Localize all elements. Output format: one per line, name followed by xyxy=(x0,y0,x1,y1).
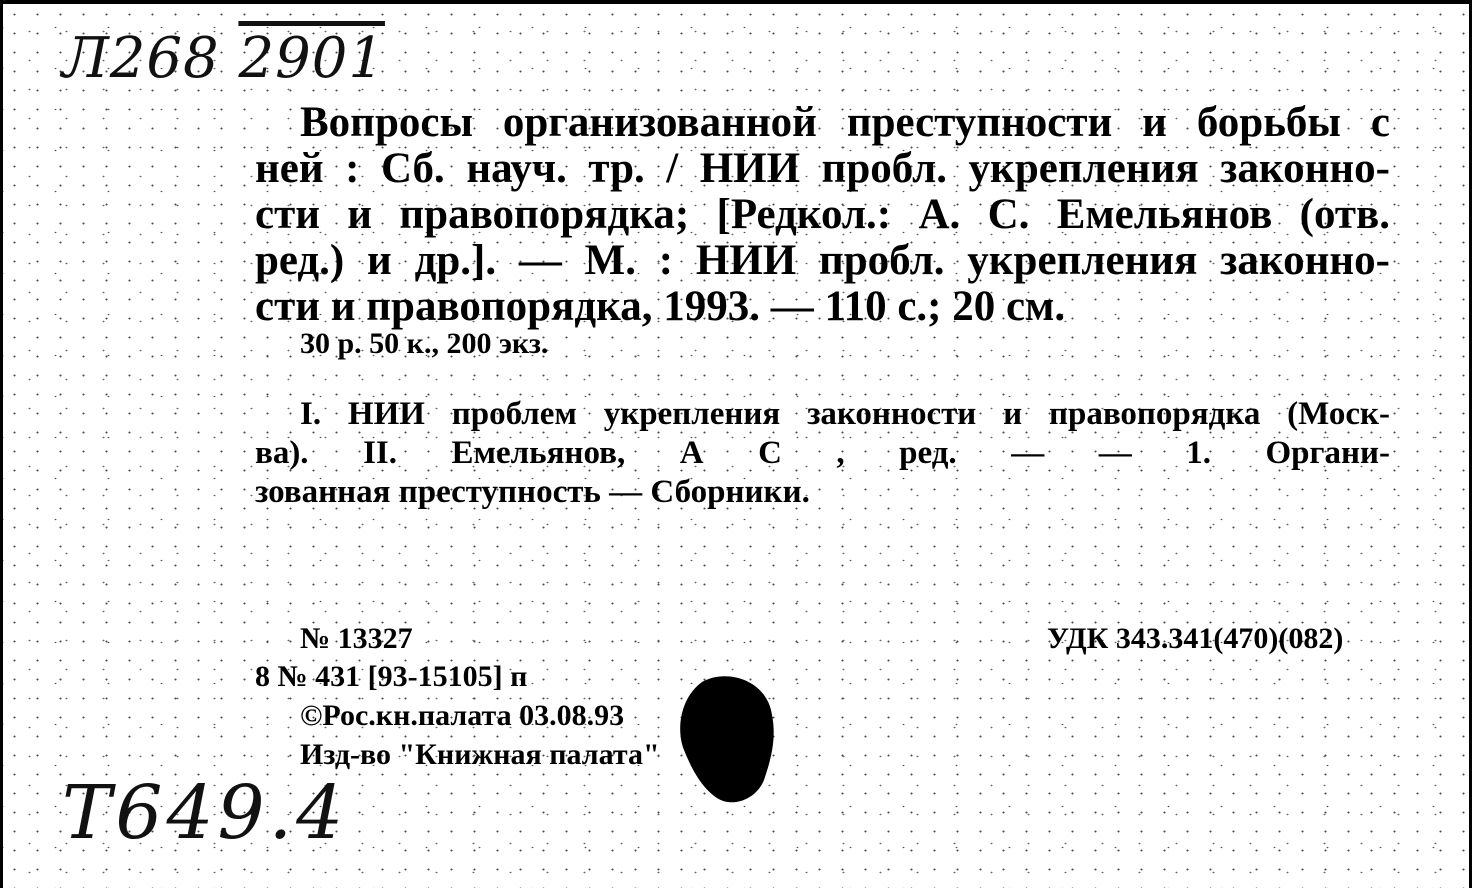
added-entries-line-1: I. НИИ проблем укрепления законности и правопорядка (Моск- xyxy=(300,396,1390,432)
udk-code: УДК 343.341(470)(082) xyxy=(1047,622,1344,655)
card-number-line: 8 № 431 [93-15105] п xyxy=(255,660,528,693)
price-and-print-run: 30 р. 50 к., 200 экз. xyxy=(300,327,549,360)
handwritten-number: 2901 xyxy=(238,26,385,91)
handwritten-classification: Т649.4 xyxy=(62,770,348,856)
added-entries-line-3: зованная преступность — Сборники. xyxy=(255,474,810,510)
record-number: № 13327 xyxy=(300,622,413,655)
description-line-3: сти и правопорядка; [Редкол.: А. С. Емельянов (отв. xyxy=(255,191,1390,238)
added-entries-line-2: ва). II. Емельянов, А С , ред. — — 1. Органи- xyxy=(255,435,1390,471)
card-edge-left xyxy=(0,0,3,888)
description-line-1: Вопросы организованной преступности и борьбы с xyxy=(300,99,1390,146)
description-line-5: сти и правопорядка, 1993. — 110 с.; 20 см. xyxy=(255,283,1066,330)
description-line-2: ней : Сб. науч. тр. / НИИ пробл. укрепления законно- xyxy=(255,145,1390,192)
publisher-line: Изд-во "Книжная палата" xyxy=(300,738,660,771)
handwritten-shelf-mark xyxy=(62,26,385,91)
copyright-line: ©Рос.кн.палата 03.08.93 xyxy=(300,699,625,732)
handwritten-code: Л268 xyxy=(62,26,220,91)
card-edge-top xyxy=(0,0,1472,4)
description-line-4: ред.) и др.]. — М. : НИИ пробл. укрепления законно- xyxy=(255,237,1390,284)
ink-blot xyxy=(672,670,782,810)
